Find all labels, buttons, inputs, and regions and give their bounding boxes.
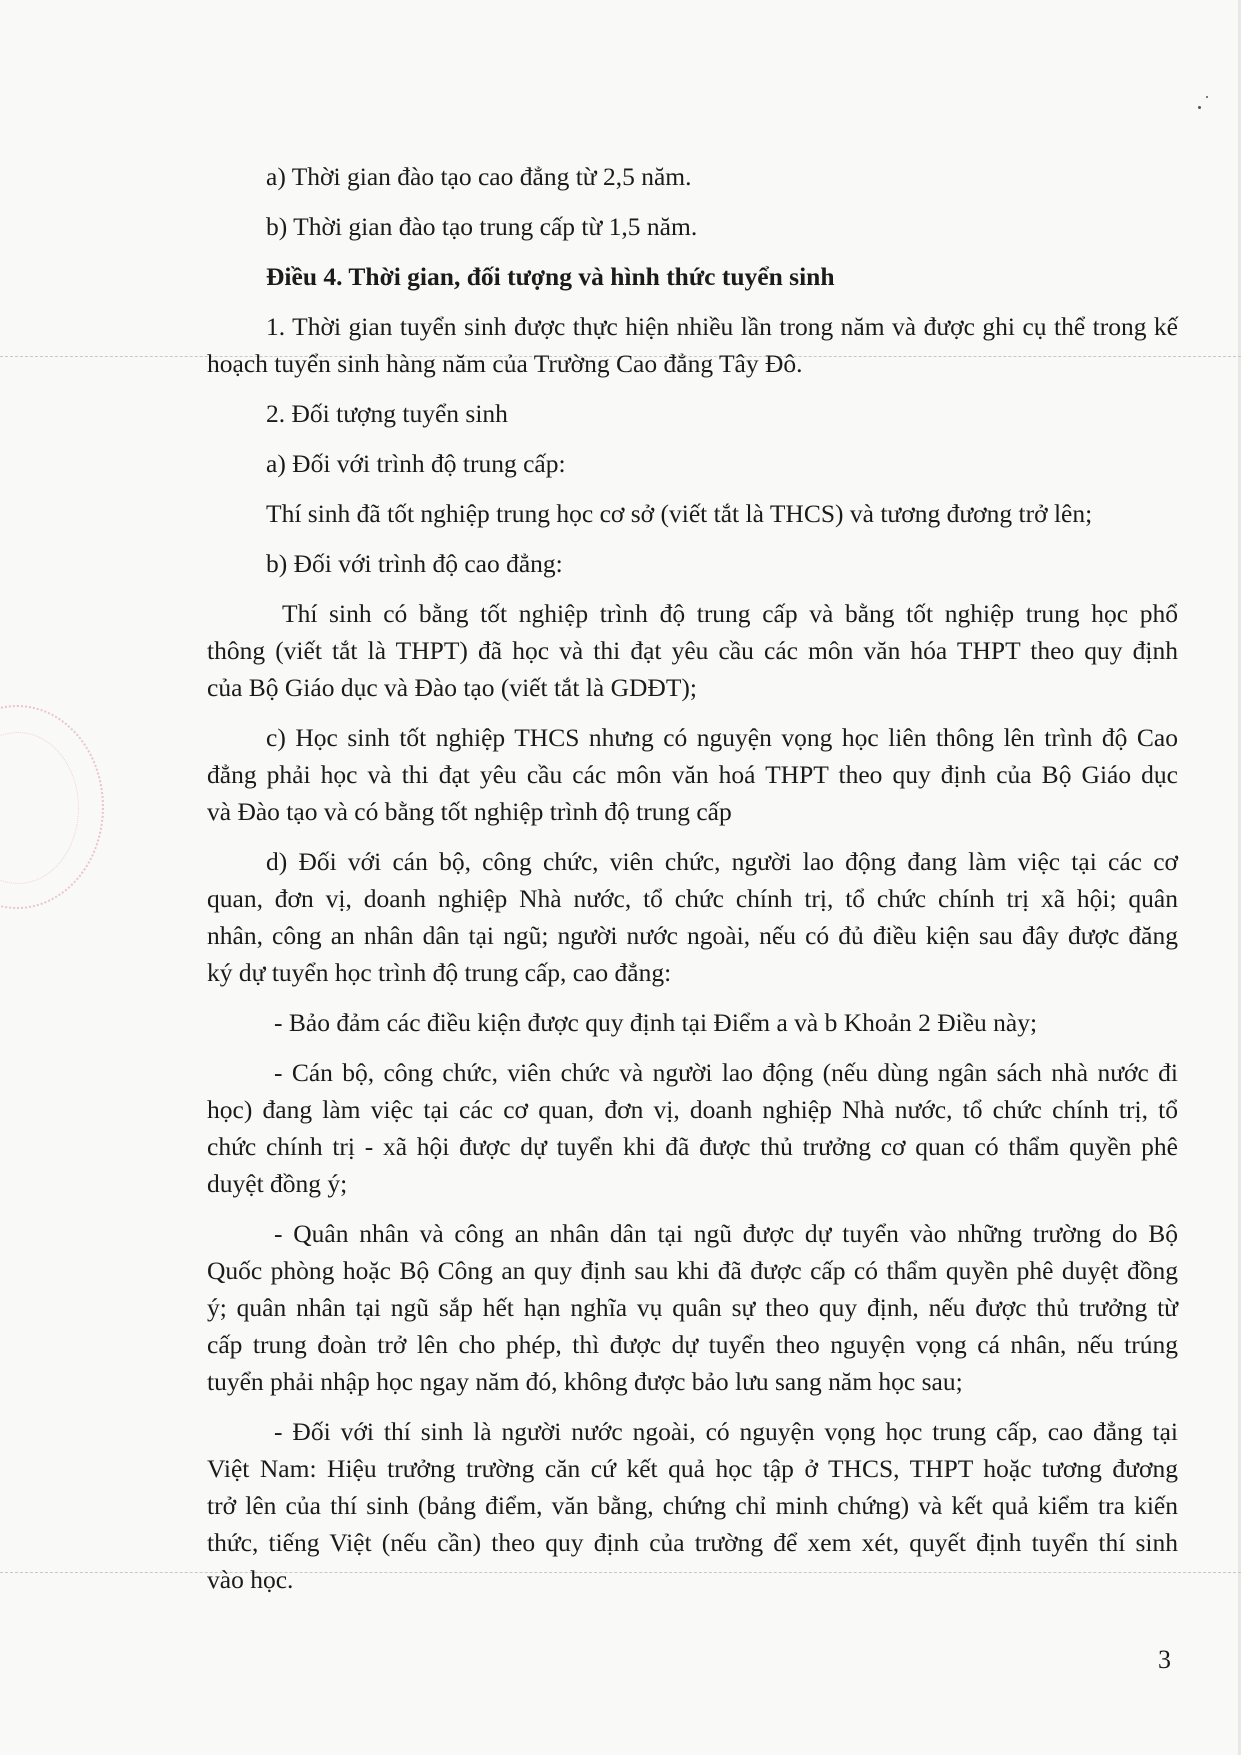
line-28: cấp trung đoàn trở lên cho phép, thì được dự tuyển theo nguyện vọng cá nhân, nếu trúng [207,1330,1178,1359]
fold-line-bottom [0,1572,1241,1573]
line-15: và Đào tạo và có bằng tốt nghiệp trình độ trung cấp [207,797,732,826]
line-21: - Cán bộ, công chức, viên chức và người lao động (nếu dùng ngân sách nhà nước đi [274,1058,1178,1087]
page-number: 3 [1158,1645,1171,1674]
line-31: Việt Nam: Hiệu trưởng trường căn cứ kết quả học tập ở THCS, THPT hoặc tương đương [207,1454,1178,1483]
line-10: Thí sinh có bằng tốt nghiệp trình độ trung cấp và bằng tốt nghiệp trung học phổ [282,599,1178,628]
line-22: học) đang làm việc tại các cơ quan, đơn vị, doanh nghiệp Nhà nước, tổ chức chính trị, tổ [207,1095,1178,1124]
line-17: quan, đơn vị, doanh nghiệp Nhà nước, tổ chức chính trị, tổ chức chính trị xã hội; quân [207,884,1178,913]
line-32: trở lên của thí sinh (bảng điểm, văn bằng, chứng chỉ minh chứng) và kết quả kiểm tra kiến [207,1491,1178,1520]
line-26: Quốc phòng hoặc Bộ Công an quy định sau khi đã được cấp có thẩm quyền phê duyệt đồng [207,1256,1178,1285]
scan-speck [1206,96,1208,98]
line-33: thức, tiếng Việt (nếu cần) theo quy định của trường để xem xét, quyết định tuyển thí sinh [207,1528,1178,1557]
line-6: 2. Đối tượng tuyển sinh [266,399,508,428]
line-4: 1. Thời gian tuyển sinh được thực hiện nhiều lần trong năm và được ghi cụ thể trong kế [266,312,1178,341]
line-34: vào học. [207,1565,294,1594]
line-24: duyệt đồng ý; [207,1169,348,1198]
line-12: của Bộ Giáo dục và Đào tạo (viết tắt là GDĐT); [207,673,698,702]
line-19: ký dự tuyển học trình độ trung cấp, cao đẳng: [207,958,672,987]
line-8: Thí sinh đã tốt nghiệp trung học cơ sở (viết tắt là THCS) và tương đương trở lên; [266,499,1093,528]
line-30: - Đối với thí sinh là người nước ngoài, có nguyện vọng học trung cấp, cao đẳng tại [274,1417,1178,1446]
line-5: hoạch tuyển sinh hàng năm của Trường Cao đẳng Tây Đô. [207,349,803,378]
line-20: - Bảo đảm các điều kiện được quy định tại Điểm a và b Khoản 2 Điều này; [274,1008,1038,1037]
line-9: b) Đối với trình độ cao đẳng: [266,549,563,578]
red-seal-stamp [0,705,104,909]
line-2: b) Thời gian đào tạo trung cấp từ 1,5 năm. [266,212,698,241]
line-13: c) Học sinh tốt nghiệp THCS nhưng có nguyện vọng học liên thông lên trình độ Cao [266,723,1178,752]
line-25: - Quân nhân và công an nhân dân tại ngũ được dự tuyển vào những trường do Bộ [274,1219,1178,1248]
line-11: thông (viết tắt là THPT) đã học và thi đạt yêu cầu các môn văn hóa THPT theo quy định [207,636,1178,665]
line-14: đẳng phải học và thi đạt yêu cầu các môn văn hoá THPT theo quy định của Bộ Giáo dục [207,760,1178,789]
line-1: a) Thời gian đào tạo cao đẳng từ 2,5 năm. [266,162,692,191]
line-18: nhân, công an nhân dân tại ngũ; người nước ngoài, nếu có đủ điều kiện sau đây được đăng [207,921,1178,950]
line-16: d) Đối với cán bộ, công chức, viên chức, người lao động đang làm việc tại các cơ [266,847,1178,876]
line-29: tuyển phải nhập học ngay năm đó, không được bảo lưu sang năm học sau; [207,1367,963,1396]
article-4-heading: Điều 4. Thời gian, đối tượng và hình thức tuyển sinh [266,262,835,291]
line-27: ý; quân nhân tại ngũ sắp hết hạn nghĩa vụ quân sự theo quy định, nếu được thủ trưởng từ [207,1293,1178,1322]
line-7: a) Đối với trình độ trung cấp: [266,449,566,478]
line-23: chức chính trị - xã hội được dự tuyển khi đã được thủ trưởng cơ quan có thẩm quyền phê [207,1132,1178,1161]
scan-speck [1198,106,1201,109]
